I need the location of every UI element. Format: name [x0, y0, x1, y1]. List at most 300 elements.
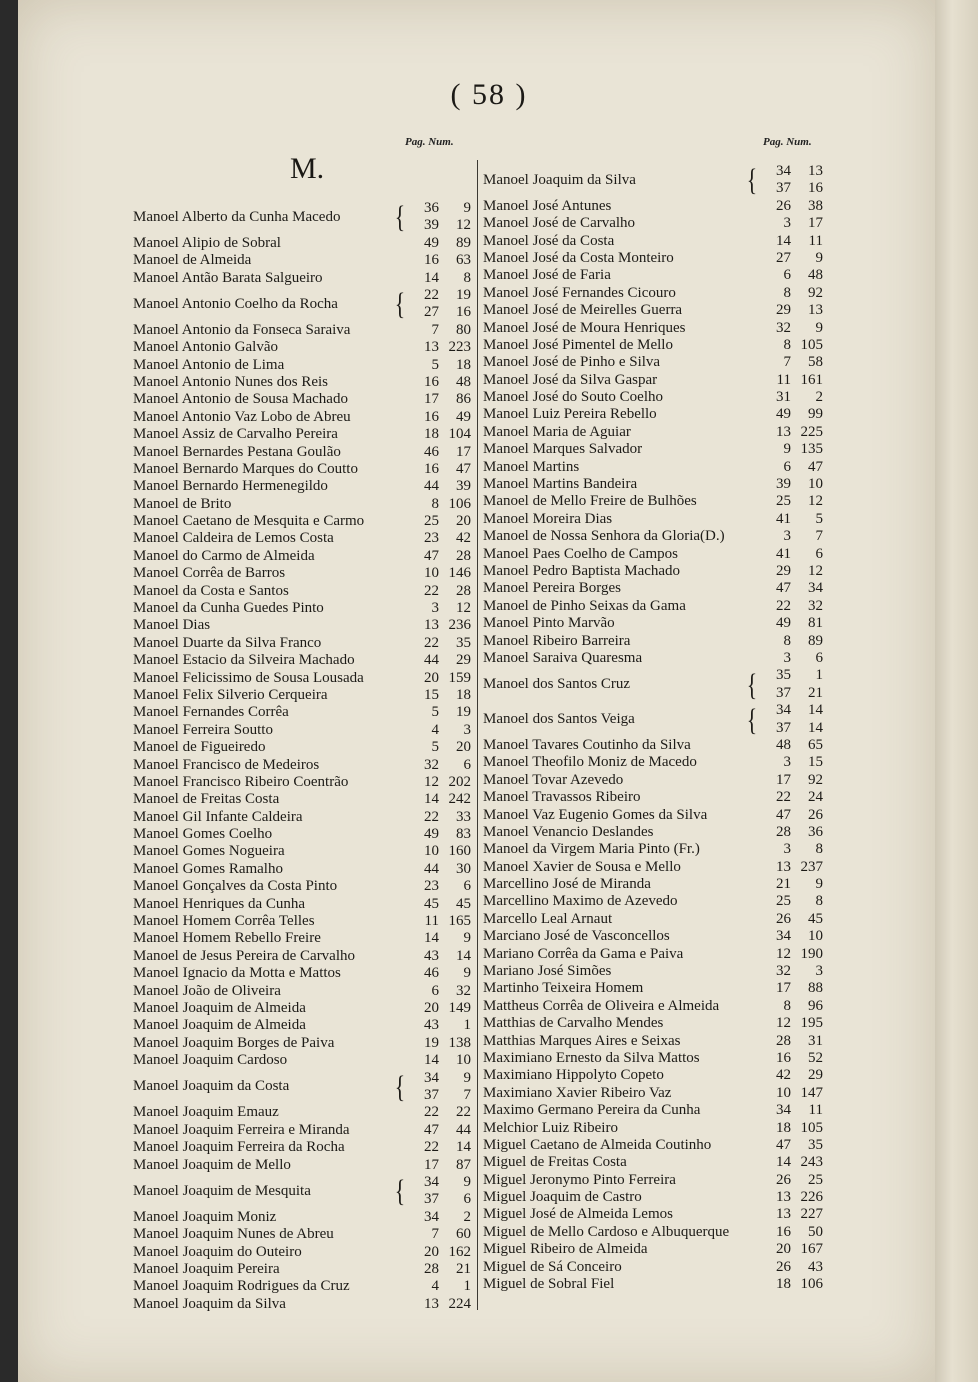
entry-refs — [759, 302, 823, 319]
page-ref — [407, 843, 471, 860]
pag-value: 13 — [424, 1295, 439, 1312]
num-value: 10 — [808, 476, 823, 493]
index-entry — [483, 946, 823, 963]
entry-name: Manoel Caldeira de Lemos Costa — [133, 530, 334, 547]
entry-name: Manoel Felix Silverio Cerqueira — [133, 686, 328, 703]
num-value: 89 — [456, 234, 471, 251]
entry-name: Manoel Fernandes Corrêa — [133, 704, 289, 721]
index-entry — [483, 372, 823, 389]
pag-value: 4 — [431, 721, 439, 738]
index-entry — [133, 896, 471, 913]
entry-refs — [759, 1224, 823, 1241]
entry-refs — [407, 861, 471, 878]
page-ref — [407, 635, 471, 652]
entry-name: Manoel Gomes Coelho — [133, 826, 273, 843]
pag-value: 34 — [424, 1069, 439, 1086]
entry-name: Mariano Corrêa da Gama e Paiva — [483, 945, 684, 962]
entry-refs — [759, 1067, 823, 1084]
entry-name: Manoel Antonio Vaz Lobo de Abreu — [133, 408, 351, 425]
entry-name: Manoel Pereira Borges — [483, 580, 622, 597]
num-value: 223 — [448, 339, 471, 356]
entry-refs — [759, 911, 823, 928]
page-ref — [759, 163, 823, 180]
num-value: 6 — [463, 1191, 471, 1208]
index-entry — [483, 285, 823, 302]
index-entry — [483, 302, 823, 319]
entry-name: Manoel Tavares Coutinho da Silva — [483, 736, 691, 753]
entry-name: Manoel Antonio da Fonseca Saraiva — [133, 321, 351, 338]
entry-refs — [759, 563, 823, 580]
num-value: 1 — [463, 1017, 471, 1034]
entry-name: Miguel Caetano de Almeida Coutinho — [483, 1136, 712, 1153]
page-ref — [759, 406, 823, 423]
index-entry — [133, 513, 471, 530]
page-ref — [759, 928, 823, 945]
entry-refs — [759, 1241, 823, 1258]
entry-refs — [759, 1033, 823, 1050]
num-value: 65 — [808, 736, 823, 753]
entry-refs — [407, 426, 471, 443]
left-index-column — [133, 200, 471, 1313]
num-value: 6 — [463, 878, 471, 895]
book-spine — [935, 0, 978, 1382]
page-ref — [407, 530, 471, 547]
entry-refs — [759, 824, 823, 841]
pag-value: 39 — [776, 476, 791, 493]
index-entry — [133, 530, 471, 547]
pag-value: 10 — [776, 1084, 791, 1101]
page-ref — [759, 1172, 823, 1189]
num-value: 45 — [808, 910, 823, 927]
index-entry — [133, 878, 471, 895]
index-entry — [133, 339, 471, 356]
entry-name: Manoel de Almeida — [133, 252, 252, 269]
entry-name: Miguel de Sá Conceiro — [483, 1258, 622, 1275]
page-ref — [759, 754, 823, 771]
pag-value: 23 — [424, 530, 439, 547]
pag-value: 18 — [776, 1276, 791, 1293]
num-value: 11 — [808, 232, 823, 249]
entry-name: Manoel Gomes Nogueira — [133, 843, 285, 860]
page-ref — [407, 496, 471, 513]
index-entry — [483, 667, 823, 702]
num-value: 7 — [463, 1086, 471, 1103]
page-ref — [407, 217, 471, 234]
entry-refs — [407, 983, 471, 1000]
index-entry — [483, 1120, 823, 1137]
page-ref — [407, 1261, 471, 1278]
index-entry — [483, 859, 823, 876]
page-ref — [759, 424, 823, 441]
pag-value: 13 — [424, 617, 439, 634]
page-ref — [759, 1120, 823, 1137]
pag-value: 46 — [424, 443, 439, 460]
entry-refs — [407, 965, 471, 982]
page-ref — [407, 617, 471, 634]
num-value: 17 — [808, 215, 823, 232]
page-ref — [759, 476, 823, 493]
page-ref — [759, 320, 823, 337]
page-ref — [759, 876, 823, 893]
entry-refs — [407, 1261, 471, 1278]
index-entry — [133, 791, 471, 808]
entry-name: Manoel Homem Corrêa Telles — [133, 913, 315, 930]
entry-name: Manoel José Pimentel de Mello — [483, 336, 673, 353]
entry-refs — [759, 737, 823, 754]
page-ref — [407, 1052, 471, 1069]
entry-name: Miguel José de Almeida Lemos — [483, 1206, 673, 1223]
index-entry — [133, 843, 471, 860]
page-ref — [407, 409, 471, 426]
page-ref — [407, 565, 471, 582]
page-ref — [759, 285, 823, 302]
left-column-header: Pag. Num. — [405, 136, 454, 148]
pag-value: 12 — [776, 1015, 791, 1032]
num-value: 33 — [456, 808, 471, 825]
page-ref — [407, 652, 471, 669]
entry-name: Manoel do Carmo de Almeida — [133, 547, 315, 564]
entry-refs — [407, 930, 471, 947]
page-ref — [759, 824, 823, 841]
page-ref — [407, 757, 471, 774]
num-value: 21 — [808, 684, 823, 701]
index-entry — [133, 322, 471, 339]
index-entry — [483, 215, 823, 232]
page-ref — [759, 337, 823, 354]
page-ref — [407, 1191, 471, 1208]
entry-refs — [759, 320, 823, 337]
index-entry — [133, 200, 471, 235]
entry-name: Manoel Antonio de Lima — [133, 356, 285, 373]
num-value: 43 — [808, 1258, 823, 1275]
entry-refs — [407, 513, 471, 530]
index-entry — [133, 1052, 471, 1069]
page-ref — [759, 1189, 823, 1206]
pag-value: 46 — [424, 965, 439, 982]
page-ref — [407, 1070, 471, 1087]
index-entry — [483, 476, 823, 493]
index-entry — [483, 807, 823, 824]
pag-value: 22 — [424, 1139, 439, 1156]
num-value: 31 — [808, 1032, 823, 1049]
entry-name: Marcellino Maximo de Azevedo — [483, 893, 678, 910]
page-ref — [759, 1259, 823, 1276]
num-value: 36 — [808, 823, 823, 840]
pag-value: 47 — [776, 1136, 791, 1153]
page-ref — [759, 233, 823, 250]
entry-name: Miguel Joaquim de Castro — [483, 1189, 642, 1206]
num-value: 28 — [456, 582, 471, 599]
page-ref — [407, 687, 471, 704]
num-value: 83 — [456, 826, 471, 843]
entry-refs — [759, 807, 823, 824]
num-value: 202 — [448, 773, 471, 790]
num-value: 19 — [456, 286, 471, 303]
pag-value: 26 — [776, 1171, 791, 1188]
entry-refs — [407, 1035, 471, 1052]
entry-name: Manoel da Costa e Santos — [133, 582, 289, 599]
entry-name: Miguel de Freitas Costa — [483, 1154, 627, 1171]
num-value: 63 — [456, 252, 471, 269]
index-entry — [483, 1015, 823, 1032]
entry-refs — [393, 1070, 471, 1105]
entry-refs — [407, 826, 471, 843]
index-entry — [483, 546, 823, 563]
page-ref — [407, 896, 471, 913]
entry-name: Manoel Henriques da Cunha — [133, 895, 306, 912]
pag-value: 42 — [776, 1067, 791, 1084]
index-entry — [483, 615, 823, 632]
num-value: 8 — [815, 841, 823, 858]
num-value: 162 — [448, 1243, 471, 1260]
index-entry — [483, 1050, 823, 1067]
num-value: 236 — [448, 617, 471, 634]
pag-value: 18 — [776, 1119, 791, 1136]
entry-refs — [407, 600, 471, 617]
entry-name: Manoel Xavier de Sousa e Mello — [483, 858, 681, 875]
pag-value: 8 — [783, 284, 791, 301]
num-value: 86 — [456, 391, 471, 408]
num-value: 18 — [456, 356, 471, 373]
index-entry — [483, 528, 823, 545]
page-ref — [759, 946, 823, 963]
entry-refs — [407, 1244, 471, 1261]
page-ref — [407, 1278, 471, 1295]
pag-value: 3 — [783, 841, 791, 858]
index-entry — [483, 267, 823, 284]
entry-refs — [407, 357, 471, 374]
entry-refs — [759, 841, 823, 858]
num-value: 11 — [808, 1102, 823, 1119]
pag-value: 20 — [424, 1000, 439, 1016]
pag-value: 13 — [776, 1189, 791, 1206]
entry-refs — [407, 339, 471, 356]
entry-name: Manoel Alberto da Cunha Macedo — [133, 208, 341, 225]
entry-name: Manoel Travassos Ribeiro — [483, 789, 641, 806]
num-value: 9 — [463, 1069, 471, 1086]
page-ref — [407, 861, 471, 878]
index-entry — [133, 983, 471, 1000]
pag-value: 5 — [431, 704, 439, 721]
page-ref — [759, 441, 823, 458]
pag-value: 36 — [424, 200, 439, 216]
entry-name: Manoel Joaquim Emauz — [133, 1104, 279, 1121]
pag-value: 44 — [424, 478, 439, 495]
right-column-header: Pag. Num. — [763, 136, 812, 148]
entry-refs — [407, 565, 471, 582]
pag-value: 49 — [424, 234, 439, 251]
entry-name: Maximiano Hippolyto Copeto — [483, 1067, 664, 1084]
page-ref — [407, 809, 471, 826]
page-ref — [407, 983, 471, 1000]
entry-name: Manoel de Jesus Pereira de Carvalho — [133, 947, 356, 964]
index-entry — [483, 876, 823, 893]
index-entry — [483, 893, 823, 910]
entry-refs — [759, 893, 823, 910]
pag-value: 34 — [776, 1102, 791, 1119]
entry-name: Manoel Joaquim Ferreira da Rocha — [133, 1139, 345, 1156]
entry-refs — [759, 1120, 823, 1137]
entry-name: Maximiano Ernesto da Silva Mattos — [483, 1049, 700, 1066]
index-entry — [133, 444, 471, 461]
page-ref — [407, 826, 471, 843]
page-ref — [759, 598, 823, 615]
entry-refs — [407, 948, 471, 965]
index-entry — [133, 1174, 471, 1209]
page-ref — [759, 267, 823, 284]
page-ref — [759, 528, 823, 545]
index-entry — [133, 374, 471, 391]
entry-name: Manoel de Figueiredo — [133, 739, 266, 756]
page-ref — [407, 322, 471, 339]
entry-refs — [407, 374, 471, 391]
entry-refs — [759, 1050, 823, 1067]
pag-value: 16 — [776, 1049, 791, 1066]
entry-refs — [407, 1278, 471, 1295]
page-ref — [407, 774, 471, 791]
entry-refs — [407, 913, 471, 930]
entry-name: Manoel Antonio de Sousa Machado — [133, 391, 348, 408]
num-value: 9 — [463, 965, 471, 982]
index-entry — [133, 739, 471, 756]
entry-refs — [759, 946, 823, 963]
num-value: 49 — [456, 408, 471, 425]
entry-refs — [407, 1296, 471, 1313]
num-value: 42 — [456, 530, 471, 547]
pag-value: 43 — [424, 947, 439, 964]
num-value: 243 — [800, 1154, 823, 1171]
pag-value: 3 — [783, 754, 791, 771]
page-ref — [759, 650, 823, 667]
index-entry — [133, 1209, 471, 1226]
index-entry — [483, 1033, 823, 1050]
num-value: 96 — [808, 997, 823, 1014]
pag-value: 13 — [424, 339, 439, 356]
page-ref — [759, 1067, 823, 1084]
page-ref — [407, 200, 471, 217]
index-entry — [483, 633, 823, 650]
entry-refs — [407, 235, 471, 252]
index-entry — [133, 1157, 471, 1174]
entry-refs — [759, 1137, 823, 1154]
page-ref — [407, 1174, 471, 1191]
pag-value: 17 — [776, 980, 791, 997]
pag-value: 22 — [424, 808, 439, 825]
entry-refs — [745, 702, 823, 737]
page-ref — [407, 270, 471, 287]
pag-value: 17 — [424, 1156, 439, 1173]
index-entry — [483, 789, 823, 806]
entry-name: Miguel Ribeiro de Almeida — [483, 1241, 648, 1258]
num-value: 12 — [808, 563, 823, 579]
index-entry — [483, 233, 823, 250]
entry-refs — [759, 1259, 823, 1276]
entry-name: Manoel Tovar Azevedo — [483, 771, 624, 788]
entry-refs — [759, 1015, 823, 1032]
entry-name: Manoel Maria de Aguiar — [483, 423, 631, 440]
num-value: 45 — [456, 895, 471, 912]
index-entry — [133, 1226, 471, 1243]
pag-value: 14 — [424, 1052, 439, 1069]
entry-name: Manoel Antonio Nunes dos Reis — [133, 373, 328, 390]
entry-refs — [407, 1052, 471, 1069]
page-ref — [407, 722, 471, 739]
num-value: 89 — [808, 632, 823, 649]
pag-value: 10 — [424, 565, 439, 582]
index-entry — [483, 1276, 823, 1293]
entry-name: Manoel José Fernandes Cicouro — [483, 284, 676, 301]
entry-name: Manoel Estacio da Silveira Machado — [133, 652, 355, 669]
page-ref — [407, 878, 471, 895]
index-entry — [133, 930, 471, 947]
index-entry — [133, 809, 471, 826]
entry-name: Manoel Bernardes Pestana Goulão — [133, 443, 341, 460]
num-value: 2 — [463, 1208, 471, 1225]
pag-value: 11 — [424, 913, 439, 930]
num-value: 26 — [808, 806, 823, 823]
index-entry — [483, 1137, 823, 1154]
index-entry — [483, 198, 823, 215]
index-entry — [133, 235, 471, 252]
index-entry — [483, 1241, 823, 1258]
page-ref — [759, 459, 823, 476]
entry-refs — [759, 772, 823, 789]
pag-value: 47 — [424, 1121, 439, 1138]
page-ref — [759, 998, 823, 1015]
page-ref — [759, 511, 823, 528]
entry-refs — [407, 843, 471, 860]
brace-mark: { — [746, 701, 758, 737]
pag-value: 44 — [424, 652, 439, 669]
entry-name: Manoel Joaquim Cardoso — [133, 1052, 288, 1069]
page-ref — [407, 339, 471, 356]
pag-value: 13 — [776, 423, 791, 440]
entry-name: Manoel Homem Rebello Freire — [133, 930, 321, 947]
index-entry — [133, 1244, 471, 1261]
entry-name: Manoel Vaz Eugenio Gomes da Silva — [483, 806, 708, 823]
entry-refs — [407, 478, 471, 495]
entry-refs — [407, 704, 471, 721]
entry-refs — [407, 322, 471, 339]
index-entry — [133, 687, 471, 704]
page-ref — [759, 493, 823, 510]
entry-name: Miguel de Sobral Fiel — [483, 1276, 615, 1293]
num-value: 5 — [815, 510, 823, 527]
num-value: 32 — [808, 597, 823, 614]
num-value: 15 — [808, 754, 823, 771]
pag-value: 3 — [783, 528, 791, 545]
pag-value: 26 — [776, 197, 791, 214]
pag-value: 20 — [424, 1243, 439, 1260]
entry-refs — [407, 791, 471, 808]
entry-name: Manoel Antão Barata Salgueiro — [133, 269, 323, 286]
num-value: 237 — [800, 858, 823, 875]
entry-name: Manoel Caetano de Mesquita e Carmo — [133, 513, 365, 530]
num-value: 19 — [456, 704, 471, 721]
entry-name: Manoel Gonçalves da Costa Pinto — [133, 878, 338, 895]
page-ref — [759, 702, 823, 719]
pag-value: 6 — [783, 267, 791, 284]
pag-value: 37 — [776, 180, 791, 197]
num-value: 10 — [456, 1052, 471, 1069]
page-ref — [407, 513, 471, 530]
entry-refs — [759, 337, 823, 354]
num-value: 38 — [808, 197, 823, 214]
page-ref — [759, 354, 823, 371]
index-entry — [483, 1067, 823, 1084]
index-entry — [133, 426, 471, 443]
num-value: 6 — [815, 649, 823, 666]
